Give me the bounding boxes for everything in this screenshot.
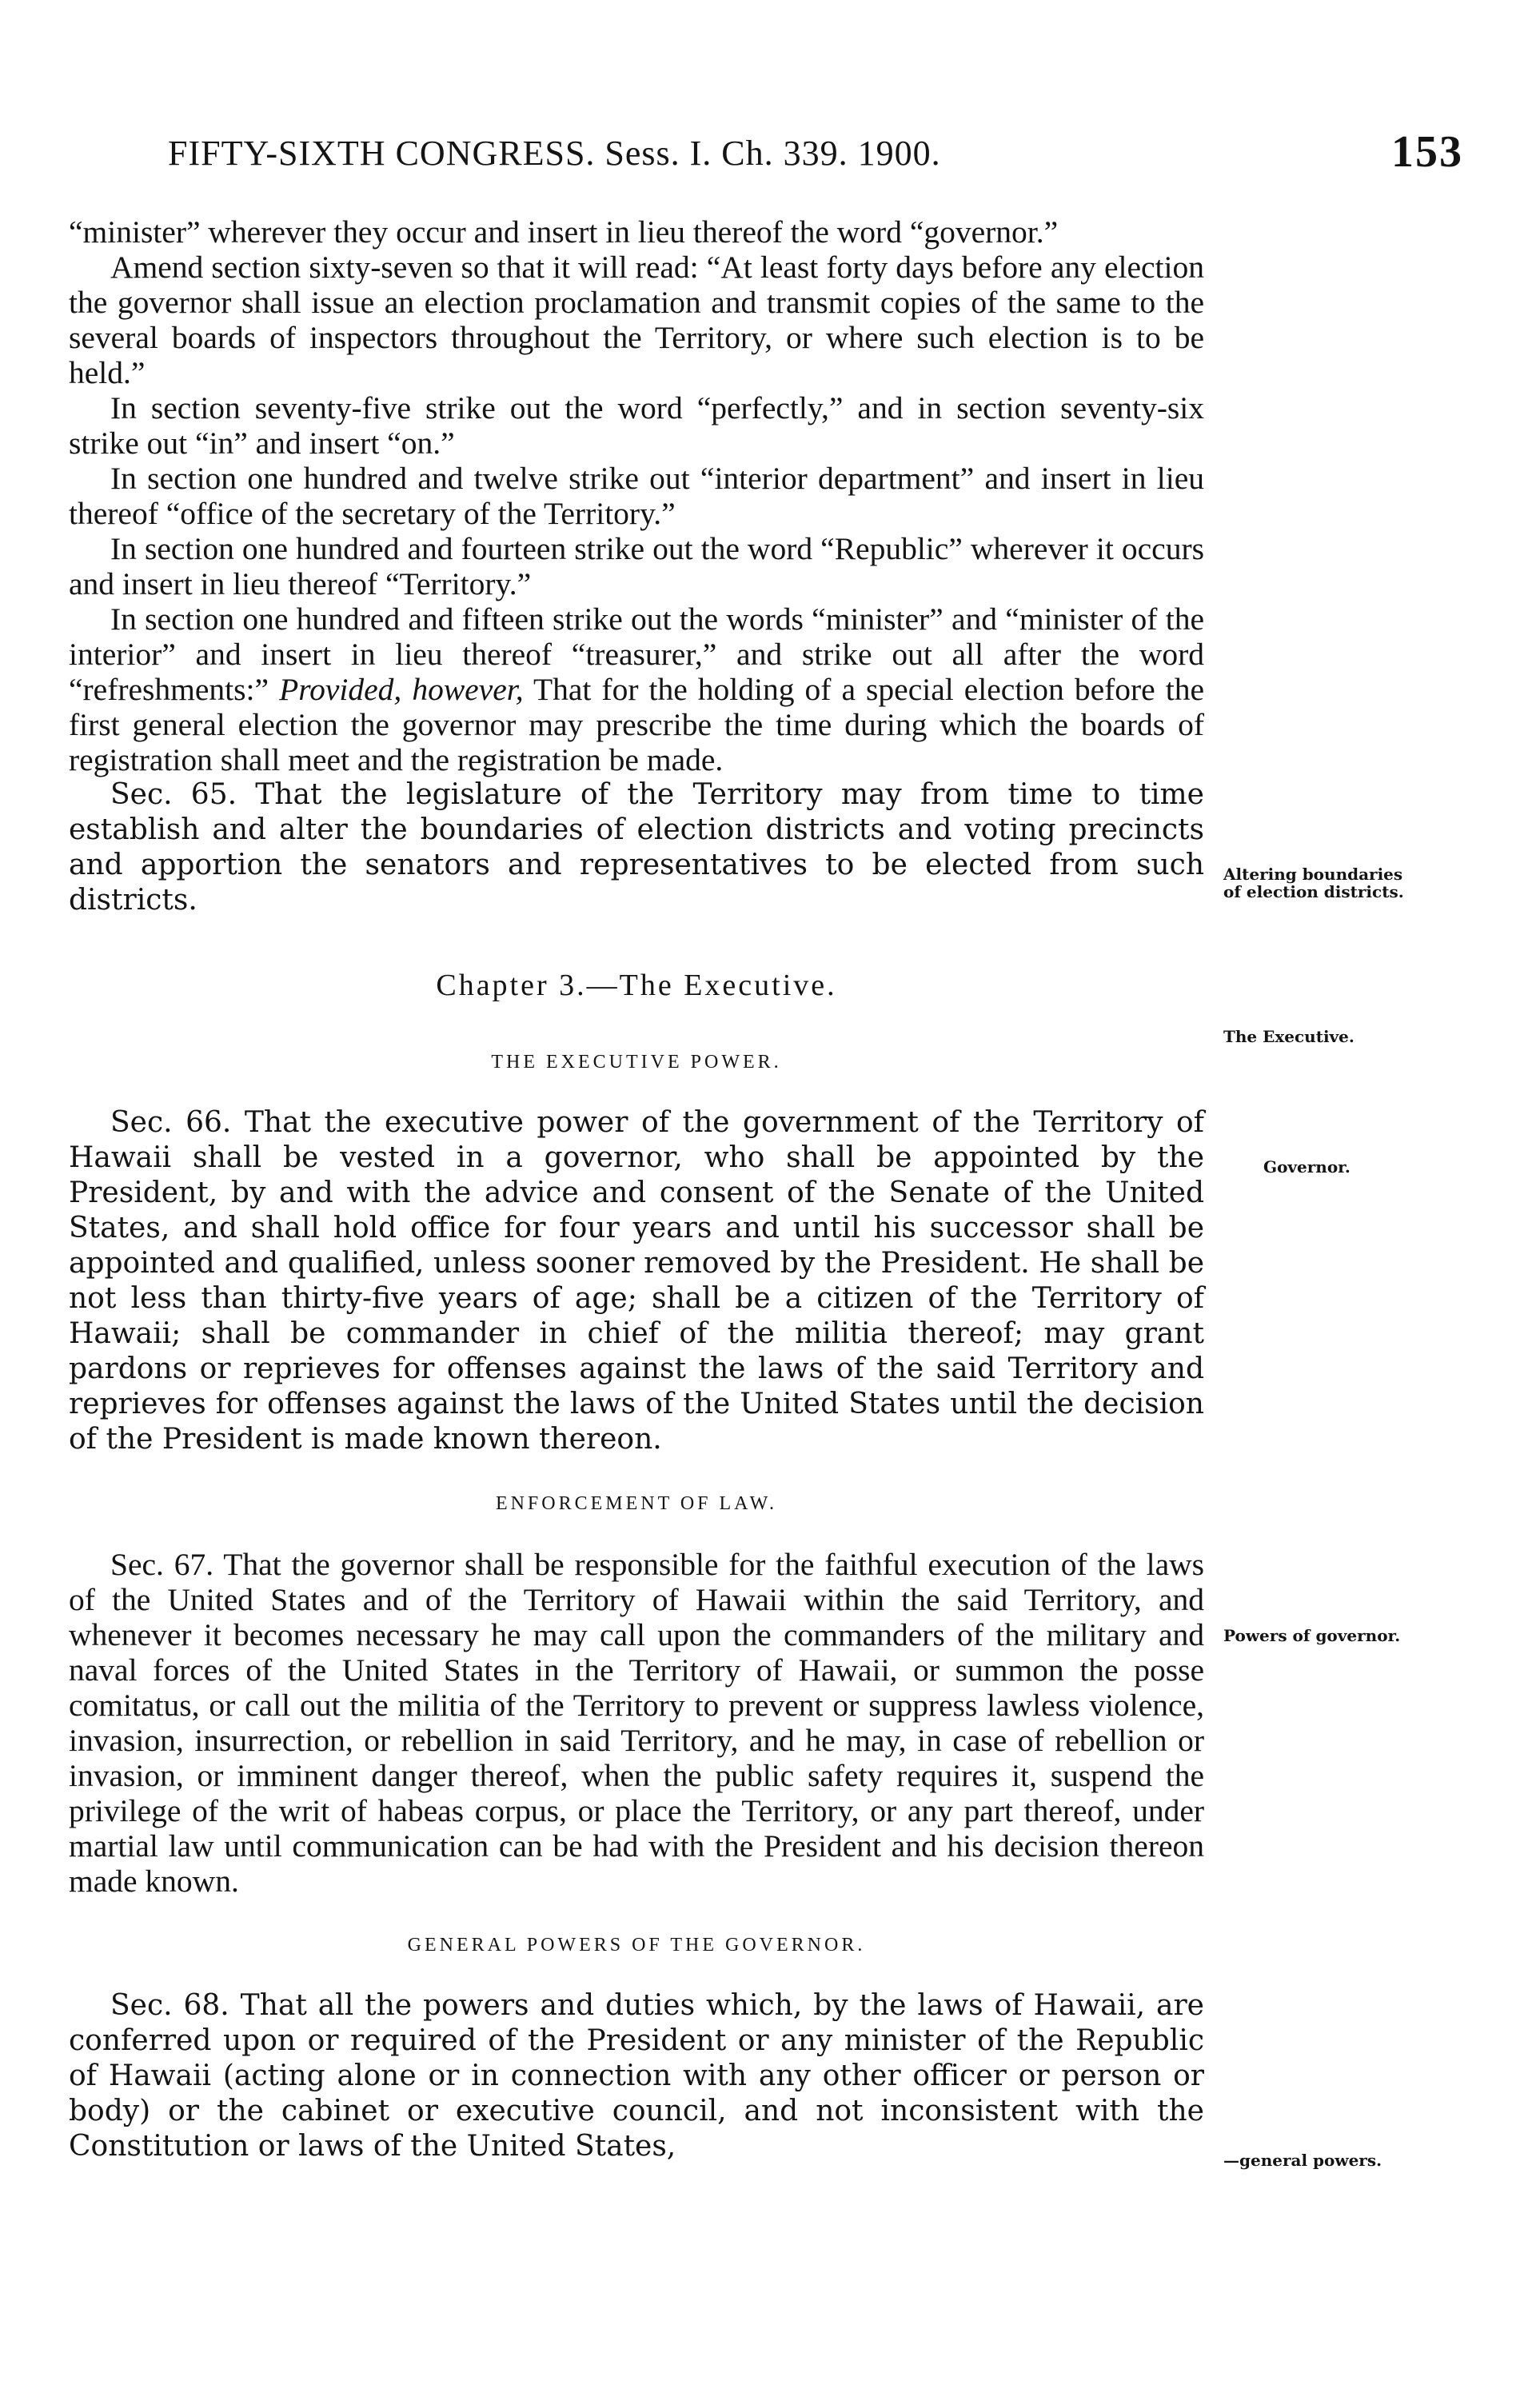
paragraph-section-sixty-seven: Amend section sixty-seven so that it will read: “At least forty days before any election the governor shall issue an election proclamation and transmit copies of the same to the several boards of inspectors throughout the Territory, or where such election is to be held.”: [69, 250, 1204, 390]
margin-note-executive: The Executive.: [1223, 1027, 1354, 1046]
margin-note-general-powers: —general powers.: [1223, 2151, 1382, 2170]
margin-note-altering-line-1: Altering boundaries: [1223, 865, 1403, 884]
heading-general-powers: GENERAL POWERS OF THE GOVERNOR.: [407, 1935, 866, 1956]
paragraph-minister-governor: “minister” wherever they occur and insert in lieu thereof the word “governor.”: [69, 214, 1059, 250]
paragraph-section-one-hundred-fifteen-start: In section one hundred and fifteen strike out the words “minister” and “minister of the interior” and insert in lieu thereof “treasurer,” and strike out all after the word “refreshments:”: [69, 601, 1204, 707]
paragraph-section-one-hundred-twelve: In section one hundred and twelve strike out “interior department” and insert in lieu thereof “office of the secretary of the Territory.”: [69, 461, 1204, 531]
heading-enforcement-of-law: ENFORCEMENT OF LAW.: [495, 1493, 778, 1514]
page-number: 153: [1391, 127, 1463, 177]
margin-note-altering-line-2: of election districts.: [1223, 882, 1404, 901]
running-head: [168, 126, 1463, 190]
paragraph-section-one-hundred-fourteen: In section one hundred and fourteen strike out the word “Republic” wherever it occurs and insert in lieu thereof “Territory.”: [69, 531, 1204, 601]
heading-executive-power: THE EXECUTIVE POWER.: [491, 1052, 782, 1073]
paragraph-sections-seventy-five-seventy-six: In section seventy-five strike out the word “perfectly,” and in section seventy-six strike out “in” and insert “on.”: [69, 390, 1204, 461]
proviso-keyword: Provided, however,: [279, 672, 524, 707]
section-68: Sec. 68. That all the powers and duties which, by the laws of Hawaii, are conferred upon or required of the President or any minister of the Republic of Hawaii (acting alone or in connection with any other officer or person or body) or the cabinet or executive council, and not inconsistent with the Constitution or laws of the United States,: [69, 1989, 1204, 2163]
paragraph-section-one-hundred-fifteen-end: That for the holding of a special election before the first general election the governor may prescribe the time during which the boards of registration shall meet and the registration be made.: [69, 672, 1204, 777]
paragraph-section-one-hundred-fifteen: [69, 601, 1204, 777]
margin-note-powers-of-governor: Powers of governor.: [1223, 1626, 1401, 1645]
margin-note-governor: Governor.: [1263, 1157, 1350, 1177]
margin-note-altering-boundaries: [1223, 865, 1404, 901]
section-67: Sec. 67. That the governor shall be responsible for the faithful execution of the laws of the United States and of the Territory of Hawaii within the said Territory, and whenever it becomes necessary he may call upon the commanders of the military and naval forces of the United States in the Territory of Hawaii, or summon the posse comitatus, or call out the militia of the Territory to prevent or suppress lawless violence, invasion, insurrection, or rebellion in said Territory, and he may, in case of rebellion or invasion, or imminent danger thereof, when the public safety requires it, suspend the privilege of the writ of habeas corpus, or place the Territory, or any part thereof, under martial law until communication can be had with the President and his decision thereon made known.: [69, 1547, 1204, 1899]
statute-text: [69, 214, 1204, 2164]
section-65: Sec. 65. That the legislature of the Territory may from time to time establish and alter the boundaries of election districts and voting precincts and apportion the senators and representatives to be elected from such districts.: [69, 778, 1204, 917]
running-head-title: FIFTY-SIXTH CONGRESS. Sess. I. Ch. 339. 1900.: [168, 134, 941, 173]
chapter-3-heading: Chapter 3.—The Executive.: [436, 969, 837, 1002]
section-66: Sec. 66. That the executive power of the government of the Territory of Hawaii shall be vested in a governor, who shall be appointed by the President, by and with the advice and consent of the Senate of the United States, and shall hold office for four years and until his successor shall be appointed and qualified, unless sooner removed by the President. He shall be not less than thirty-five years of age; shall be a citizen of the Territory of Hawaii; shall be commander in chief of the militia thereof; may grant pardons or reprieves for offenses against the laws of the said Territory and reprieves for offenses against the laws of the United States until the decision of the President is made known thereon.: [69, 1106, 1204, 1456]
